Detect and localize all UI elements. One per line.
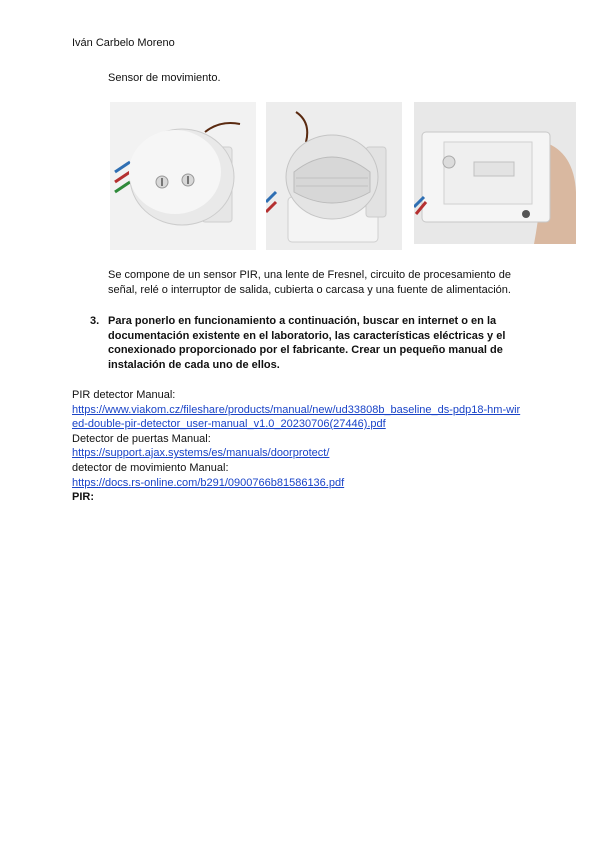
task-text: Para ponerlo en funcionamiento a continuación, buscar en internet o en la documentación existente en el laboratorio, las características eléctricas y el conexionado proporcionado por el fabricante. Crear un pequeño manual de instalación de cada uno de ellos. <box>108 315 506 371</box>
ref-label-door: Detector de puertas Manual: <box>72 432 211 445</box>
pir-sensor-front-photo <box>110 102 256 250</box>
task-number: 3. <box>90 315 100 327</box>
ref-label-pir: PIR detector Manual: <box>72 389 176 401</box>
ref-link-door[interactable]: https://support.ajax.systems/es/manuals/doorprotect/ <box>72 447 330 460</box>
figure-caption: Sensor de movimiento. <box>108 72 221 84</box>
ref-link-pir[interactable]: https://www.viakom.cz/fileshare/products/manual/new/ud33808b_baseline_ds-pdp18-hm-wir <box>72 403 521 416</box>
references <box>72 388 542 505</box>
ref-label-motion: detector de movimiento Manual: <box>72 461 229 474</box>
pir-section-heading: PIR: <box>72 491 94 504</box>
ref-link-motion[interactable]: https://docs.rs-online.com/b291/0900766b81586136.pdf <box>72 476 345 489</box>
pir-sensor-dome-photo <box>266 102 402 250</box>
ref-link-pir-continued[interactable]: ed-double-pir-detector_user-manual_v1.0_20230706(27446).pdf <box>72 418 386 431</box>
sensor-description: Se compone de un sensor PIR, una lente de Fresnel, circuito de procesamiento de señal, relé o interruptor de salida, cubierta o carcasa y una fuente de alimentación. <box>108 269 511 296</box>
pir-sensor-open-housing-photo <box>414 102 576 244</box>
document-author: Iván Carbelo Moreno <box>72 37 175 49</box>
